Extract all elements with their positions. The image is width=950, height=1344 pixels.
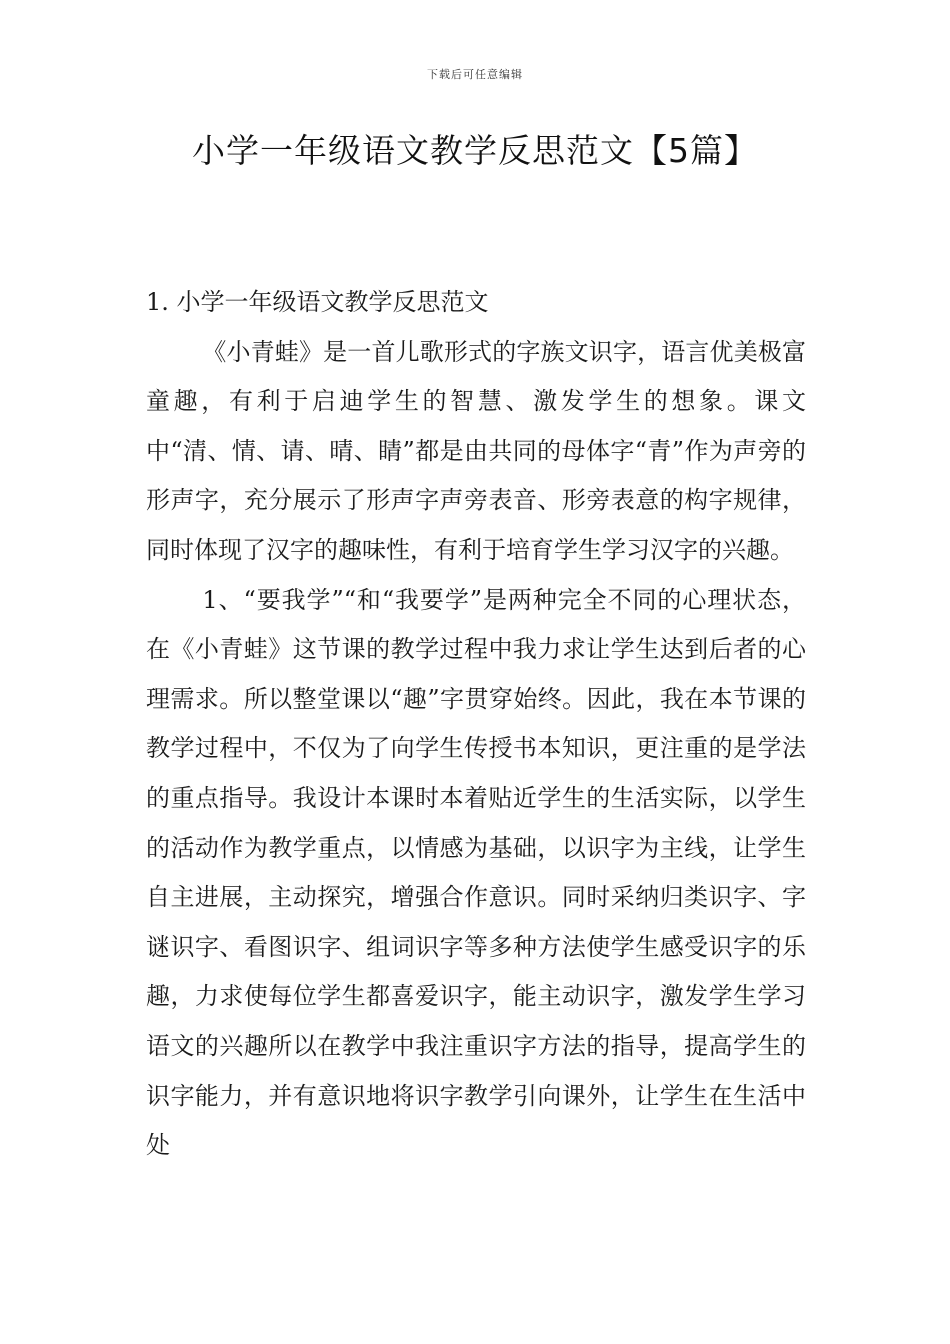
document-title: 小学一年级语文教学反思范文【5篇】 — [192, 131, 758, 170]
header-note: 下载后可任意编辑 — [427, 68, 523, 81]
document-body — [146, 278, 806, 1171]
section-heading: 1. 小学一年级语文教学反思范文 — [146, 288, 489, 316]
paragraph: 《小青蛙》是一首儿歌形式的字族文识字，语言优美极富童趣，有利于启迪学生的智慧、激发学生的想象。课文中“清、情、请、晴、睛”都是由共同的母体字“青”作为声旁的形声字，充分展示了形声字声旁表音、形旁表意的构字规律，同时体现了汉字的趣味性，有利于培育学生学习汉字的兴趣。 — [146, 337, 806, 564]
paragraph: 1、“要我学”“和“我要学”是两种完全不同的心理状态，在《小青蛙》这节课的教学过程中我力求让学生达到后者的心理需求。所以整堂课以“趣”字贯穿始终。因此，我在本节课的教学过程中，不仅为了向学生传授书本知识，更注重的是学法的重点指导。我设计本课时本着贴近学生的生活实际，以学生的活动作为教学重点，以情感为基础，以识字为主线，让学生自主进展，主动探究，增强合作意识。同时采纳归类识字、字谜识字、看图识字、组词识字等多种方法使学生感受识字的乐趣，力求使每位学生都喜爱识字，能主动识字，激发学生学习语文的兴趣所以在教学中我注重识字方法的指导，提高学生的识字能力，并有意识地将识字教学引向课外，让学生在生活中处 — [146, 585, 806, 1160]
